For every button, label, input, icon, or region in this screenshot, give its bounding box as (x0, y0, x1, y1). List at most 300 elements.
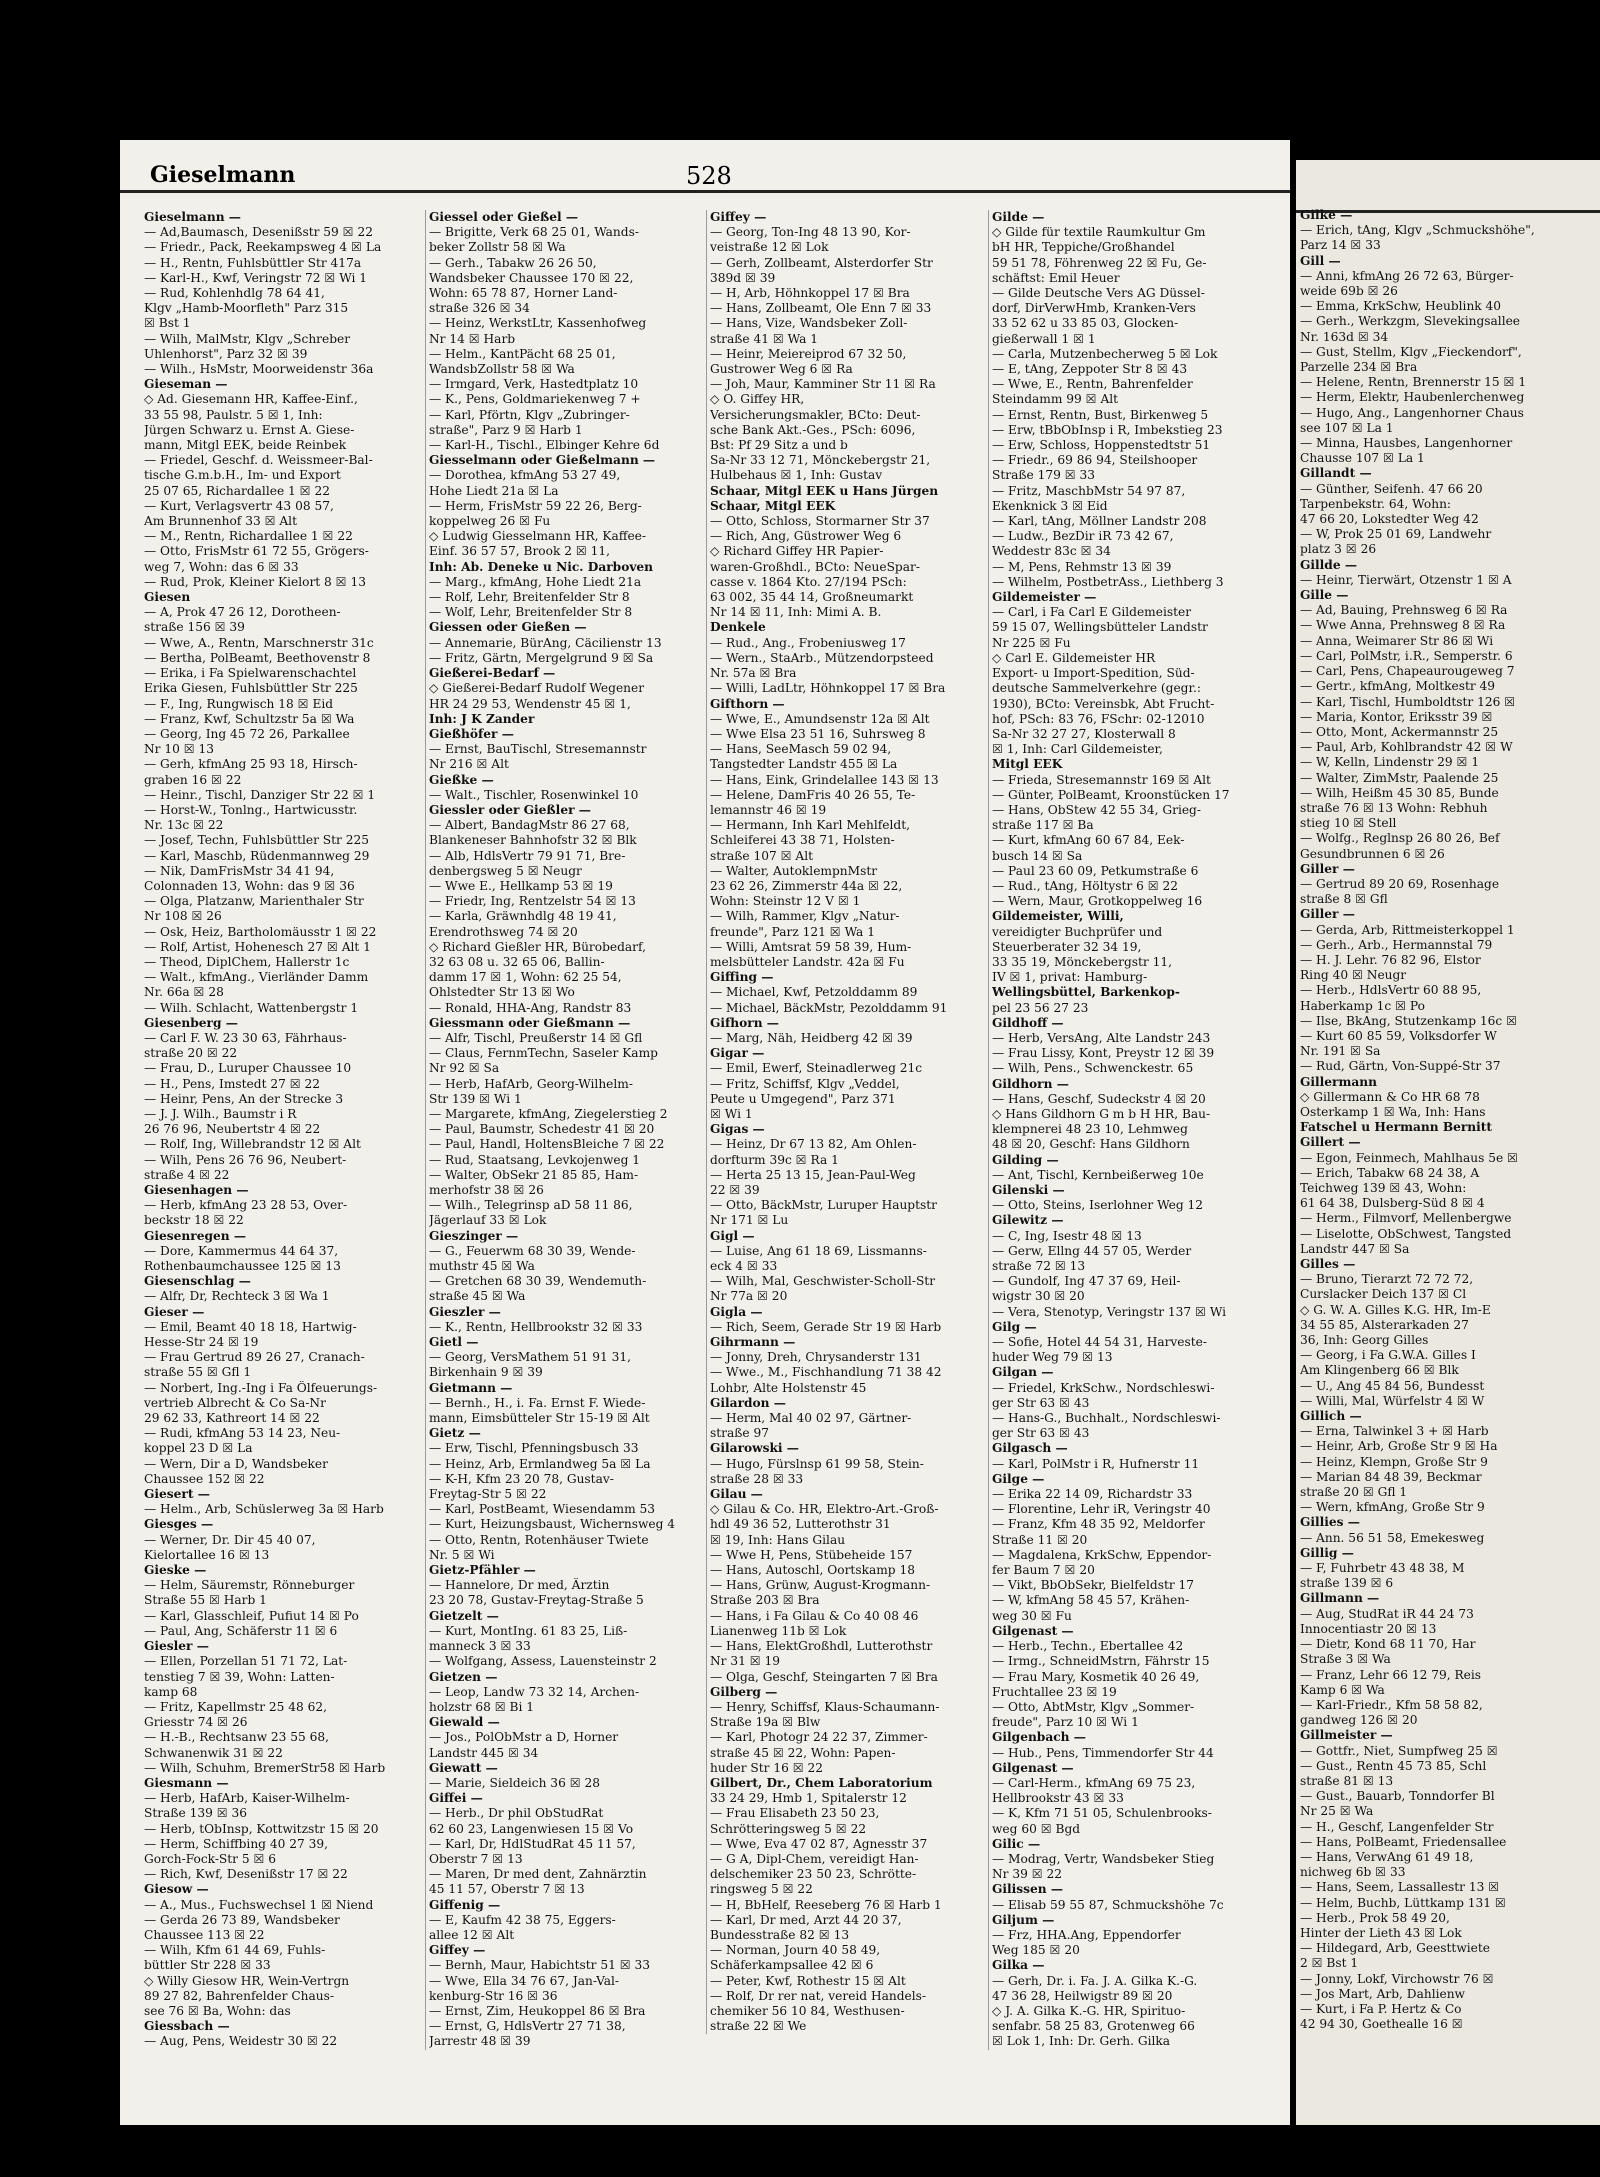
directory-entry-line: Gilbert, Dr., Chem Laboratorium (710, 1775, 933, 1790)
directory-entry-line: — Alb, HdlsVertr 79 91 71, Bre- (429, 848, 626, 863)
directory-entry-line: straße 326 ☒ 34 (429, 301, 530, 316)
directory-entry-line: — Erich, Tabakw 68 24 38, A (1300, 1165, 1480, 1180)
directory-entry-line: 23 62 26, Zimmerstr 44a ☒ 22, (710, 878, 903, 893)
directory-entry-line: — Helm., Arb, Schüslerweg 3a ☒ Harb (144, 1502, 384, 1517)
directory-entry-line: Oberstr 7 ☒ 13 (429, 1851, 523, 1866)
directory-entry-line: — Vera, Stenotyp, Veringstr 137 ☒ Wi (992, 1304, 1227, 1319)
directory-entry-line: — Hans, SeeMasch 59 02 94, (710, 742, 892, 757)
directory-entry-line: dorf, DirVerwHmb, Kranken-Vers (992, 301, 1196, 316)
directory-entry-line: straße 45 ☒ 22, Wohn: Papen- (710, 1745, 896, 1760)
directory-entry-line: Bundesstraße 82 ☒ 13 (710, 1927, 850, 1942)
directory-entry-line: — Michael, BäckMstr, Pezolddamm 91 (710, 1000, 948, 1015)
directory-entry-line: — Wilh., HsMstr, Moorweidenstr 36a (144, 362, 374, 377)
directory-entry-line: Parzelle 234 ☒ Bra (1300, 360, 1418, 375)
directory-entry-line: ◇ Gillermann & Co HR 68 78 (1300, 1089, 1480, 1104)
directory-entry-line: Gietz-Pfähler — (429, 1563, 536, 1578)
directory-entry-line: — A, Prok 47 26 12, Dorotheen- (144, 605, 341, 620)
directory-entry-line: — F, Fuhrbetr 43 48 38, M (1300, 1561, 1465, 1576)
directory-entry-line: — Herm., Filmvorf, Mellenbergwe (1300, 1211, 1512, 1226)
directory-entry-line: Gigla — (710, 1304, 763, 1319)
directory-entry-line: Giffey — (429, 1943, 486, 1958)
directory-entry-line: ger Str 63 ☒ 43 (992, 1426, 1090, 1441)
directory-entry-line: Giesenhagen — (144, 1183, 249, 1197)
directory-entry-line: Giffenig — (429, 1897, 501, 1912)
directory-entry-line: Nr. 66a ☒ 28 (144, 985, 224, 1000)
directory-entry-line: — Friedr., Pack, Reekampsweg 4 ☒ La (144, 240, 382, 255)
directory-entry-line: — Otto, Schloss, Stormarner Str 37 (710, 514, 930, 529)
directory-entry-line: — Dietr, Kond 68 11 70, Har (1300, 1637, 1476, 1652)
directory-entry-line: Gorch-Fock-Str 5 ☒ 6 (144, 1851, 277, 1866)
directory-entry-line: Birkenhain 9 ☒ 39 (429, 1365, 543, 1380)
directory-entry-line: — Karl-H., Kwf, Veringstr 72 ☒ Wi 1 (144, 270, 368, 285)
directory-entry-line: — A., Mus., Fuchswechsel 1 ☒ Niend (144, 1897, 374, 1912)
directory-entry-line: — Gerw, Ellng 44 57 05, Werder (992, 1243, 1192, 1258)
directory-entry-line: ringsweg 5 ☒ 22 (710, 1882, 813, 1897)
directory-entry-line: — Rich, Seem, Gerade Str 19 ☒ Harb (710, 1319, 942, 1334)
directory-entry-line: hof, PSch: 83 76, FSchr: 02-12010 (992, 711, 1205, 726)
directory-entry-line: ger Str 63 ☒ 43 (992, 1395, 1090, 1410)
directory-entry-line: — Hans, ObStew 42 55 34, Grieg- (992, 802, 1201, 817)
directory-entry-line: Weddestr 83c ☒ 34 (992, 544, 1111, 559)
directory-entry-line: weg 7, Wohn: das 6 ☒ 33 (144, 559, 299, 574)
directory-entry-line: — Wern, Dir a D, Wandsbeker (144, 1456, 328, 1471)
directory-entry-line: — Carl-Herm., kfmAng 69 75 23, (992, 1775, 1196, 1790)
directory-entry-line: — Ludw., BezDir iR 73 42 67, (992, 529, 1174, 544)
directory-entry-line: straße 8 ☒ Gfl (1300, 892, 1388, 907)
directory-entry-line: — H, BbHelf, Reeseberg 76 ☒ Harb 1 (710, 1897, 942, 1912)
directory-entry-line: — Herb, VersAng, Alte Landstr 243 (992, 1030, 1211, 1045)
directory-entry-line: — Rolf, Lehr, Breitenfelder Str 8 (429, 590, 630, 605)
directory-entry-line: Gilding — (992, 1152, 1059, 1167)
directory-entry-line: Nr 108 ☒ 26 (144, 909, 222, 924)
directory-entry-line: wigstr 30 ☒ 20 (992, 1289, 1085, 1304)
directory-entry-line: — Gilde Deutsche Vers AG Düssel- (992, 286, 1205, 301)
directory-entry-line: Erika Giesen, Fuhlsbüttler Str 225 (144, 681, 358, 696)
directory-entry-line: — Karl, Pförtn, Klgv „Zubringer- (429, 407, 630, 422)
directory-entry-line: Gietzen — (429, 1669, 498, 1684)
directory-entry-line: — Carl, i Fa Carl E Gildemeister (992, 605, 1192, 620)
directory-entry-line: Gillich — (1300, 1409, 1362, 1424)
directory-entry-line: Straße 179 ☒ 33 (992, 468, 1096, 483)
directory-entry-line: Gihrmann — (710, 1335, 796, 1350)
directory-entry-line: Gilic — (992, 1836, 1041, 1851)
directory-entry-line: — Sofie, Hotel 44 54 31, Harveste- (992, 1335, 1208, 1350)
directory-entry-line: Landstr 447 ☒ Sa (1300, 1241, 1410, 1256)
directory-entry-line: — Werner, Dr. Dir 45 40 07, (144, 1532, 316, 1547)
directory-entry-line: graben 16 ☒ 22 (144, 772, 242, 787)
directory-entry-line: merhofstr 38 ☒ 26 (429, 1183, 544, 1197)
directory-entry-line: — Frz, HHA.Ang, Eppendorfer (992, 1927, 1181, 1942)
directory-entry-line: — Gust, Stellm, Klgv „Fieckendorf", (1300, 344, 1522, 359)
directory-entry-line: Giessel oder Gießel — (429, 210, 579, 224)
directory-entry-line: Gilgenbach — (992, 1730, 1086, 1745)
directory-entry-line: — Paul, Handl, HoltensBleiche 7 ☒ 22 (429, 1137, 665, 1152)
directory-entry-line: Schrötteringsweg 5 ☒ 22 (710, 1821, 867, 1836)
directory-entry-line: casse v. 1864 Kto. 27/194 PSch: (710, 574, 907, 589)
directory-entry-line: Gillde — (1300, 557, 1358, 572)
directory-entry-line: — Minna, Hausbes, Langenhorner (1300, 436, 1513, 451)
directory-entry-line: ◇ Carl E. Gildemeister HR (992, 650, 1156, 665)
directory-entry-line: — H, Arb, Höhnkoppel 17 ☒ Bra (710, 286, 910, 301)
directory-entry-line: — Gerh, Dr. i. Fa. J. A. Gilka K.-G. (992, 1973, 1198, 1988)
directory-entry-line: — Gretchen 68 30 39, Wendemuth- (429, 1274, 647, 1289)
directory-entry-line: — Rud, Staatsang, Levkojenweg 1 (429, 1152, 641, 1167)
directory-entry-line: — Herb., HdlsVertr 60 88 95, (1300, 983, 1482, 998)
directory-entry-line: — Franz, Kwf, Schultzstr 5a ☒ Wa (144, 711, 355, 726)
directory-entry-line: Schaar, Mitgl EEK (710, 498, 836, 513)
directory-entry-line: — Hans, Seem, Lassallestr 13 ☒ (1300, 1880, 1500, 1895)
directory-entry-line: — Herm, Schiffbing 40 27 39, (144, 1836, 328, 1851)
directory-entry-line: — Ad, Bauing, Prehnsweg 6 ☒ Ra (1300, 603, 1508, 618)
directory-entry-line: — Magdalena, KrkSchw, Eppendor- (992, 1547, 1212, 1562)
directory-entry-line: 25 07 65, Richardallee 1 ☒ 22 (144, 483, 330, 498)
directory-entry-line: pel 23 56 27 23 (992, 1000, 1089, 1015)
directory-entry-line: — Karl, Dr, HdlStudRat 45 11 57, (429, 1836, 636, 1851)
directory-entry-line: 2 ☒ Bst 1 (1300, 1956, 1359, 1971)
directory-entry-line: Hinter der Lieth 43 ☒ Lok (1300, 1925, 1462, 1940)
directory-entry-line: Giesselmann oder Gießelmann — (429, 453, 656, 468)
directory-entry-line: — Gerh., Tabakw 26 26 50, (429, 255, 597, 270)
directory-entry-line: — Ernst, Rentn, Bust, Birkenweg 5 (992, 407, 1209, 422)
directory-entry-line: 33 52 62 u 33 85 03, Glocken- (992, 316, 1179, 331)
directory-entry-line: straße", Parz 9 ☒ Harb 1 (429, 422, 583, 437)
directory-entry-line: — Heinr, Tierwärt, Otzenstr 1 ☒ A (1300, 572, 1512, 587)
directory-entry-line: — Hans-G., Buchhalt., Nordschleswi- (992, 1411, 1221, 1426)
directory-entry-line: koppel 23 D ☒ La (144, 1441, 253, 1456)
directory-entry-line: — Rolf, Artist, Hohenesch 27 ☒ Alt 1 (144, 939, 371, 954)
directory-entry-line: Schäferkampsallee 42 ☒ 6 (710, 1958, 874, 1973)
directory-entry-line: — Otto, FrisMstr 61 72 55, Grögers- (144, 544, 369, 559)
directory-entry-line: Giesler — (144, 1639, 209, 1654)
directory-entry-line: — Anna, Weimarer Str 86 ☒ Wi (1300, 633, 1494, 648)
directory-entry-line: — Herb., Prok 58 49 20, (1300, 1910, 1450, 1925)
header-keyword: Gieselmann (150, 162, 296, 188)
directory-entry-line: — Gertr., kfmAng, Moltkestr 49 (1300, 679, 1496, 694)
directory-entry-line: Freytag-Str 5 ☒ 22 (429, 1487, 547, 1502)
directory-entry-line: — Ernst, BauTischl, Stresemannstr (429, 742, 647, 757)
directory-entry-line: tische G.m.b.H., Im- und Export (144, 468, 341, 483)
directory-entry-line: Export- u Import-Spedition, Süd- (992, 666, 1195, 681)
directory-entry-line: — Wilh, MalMstr, Klgv „Schreber (144, 331, 351, 346)
directory-entry-line: allee 12 ☒ Alt (429, 1927, 515, 1942)
directory-entry-line: ☒ 1, Inh: Carl Gildemeister, (992, 742, 1163, 757)
directory-entry-line: — Carl, Pens, Chapeaurougeweg 7 (1300, 664, 1515, 679)
directory-entry-line: — Wilh, Rammer, Klgv „Natur- (710, 909, 900, 924)
directory-entry-line: Straße 3 ☒ Wa (1300, 1652, 1391, 1667)
directory-entry-line: — Wilh. Schlacht, Wattenbergstr 1 (144, 1000, 359, 1015)
directory-entry-line: Tarpenbekstr. 64, Wohn: (1300, 496, 1452, 511)
directory-entry-line: ◇ G. W. A. Gilles K.G. HR, Im-E (1300, 1302, 1491, 1317)
directory-entry-line: — Fritz, MaschbMstr 54 97 87, (992, 483, 1186, 498)
page-number: 528 (686, 162, 732, 190)
directory-entry-line: — Ernst, G, HdlsVertr 27 71 38, (429, 2019, 626, 2034)
directory-entry-line: straße 97 (710, 1426, 769, 1441)
directory-entry-line: straße 107 ☒ Alt (710, 848, 814, 863)
directory-entry-line: — Heinz, WerkstLtr, Kassenhofweg (429, 316, 647, 331)
directory-entry-line: koppelweg 26 ☒ Fu (429, 514, 551, 529)
directory-entry-line: Gilles — (1300, 1257, 1356, 1272)
directory-entry-line: damm 17 ☒ 1, Wohn: 62 25 54, (429, 970, 622, 985)
directory-entry-line: straße 20 ☒ Gfl 1 (1300, 1485, 1408, 1500)
directory-entry-line: Einf. 36 57 57, Brook 2 ☒ 11, (429, 544, 611, 559)
page-header (120, 160, 1290, 193)
directory-entry-line: — Marie, Sieldeich 36 ☒ 28 (429, 1775, 600, 1790)
directory-entry-line: Hohe Liedt 21a ☒ La (429, 483, 559, 498)
directory-entry-line: ◇ Gilde für textile Raumkultur Gm (992, 225, 1206, 240)
directory-entry-line: Giewald — (429, 1715, 500, 1730)
directory-entry-line: Jarrestr 48 ☒ 39 (429, 2034, 531, 2049)
directory-entry-line: — Wilh, Schuhm, BremerStr58 ☒ Harb (144, 1760, 386, 1775)
directory-entry-line: — Gerda 26 73 89, Wandsbeker (144, 1912, 340, 1927)
directory-entry-line: 62 60 23, Langenwiesen 15 ☒ Vo (429, 1821, 634, 1836)
directory-entry-line: Giesert — (144, 1487, 210, 1502)
directory-entry-line: Klgv „Hamb-Moorfleth" Parz 315 (144, 301, 349, 316)
directory-entry-line: Gilge — (992, 1471, 1045, 1486)
directory-entry-line: — Karl, Dr med, Arzt 44 20 37, (710, 1912, 902, 1927)
directory-entry-line: Gillmann — (1300, 1591, 1380, 1606)
directory-entry-line: Nr 10 ☒ 13 (144, 742, 215, 757)
directory-entry-line: gießerwall 1 ☒ 1 (992, 331, 1096, 346)
directory-entry-line: Giesen (144, 590, 191, 605)
directory-entry-line: — Heinz, Dr 67 13 82, Am Ohlen- (710, 1137, 917, 1152)
directory-entry-line: — Paul, Baumstr, Schedestr 41 ☒ 20 (429, 1122, 655, 1137)
directory-entry-line: — F., Ing, Rungwisch 18 ☒ Eid (144, 696, 334, 711)
directory-entry-line: — Günther, Seifenh. 47 66 20 (1300, 481, 1483, 496)
directory-entry-line: Giffey — (710, 210, 767, 224)
directory-entry-line: 63 002, 35 44 14, Großneumarkt (710, 590, 914, 605)
directory-entry-line: — Franz, Kfm 48 35 92, Meldorfer (992, 1517, 1205, 1532)
directory-entry-line: — Rud, Prok, Kleiner Kielort 8 ☒ 13 (144, 574, 366, 589)
directory-entry-line: — Rudi, kfmAng 53 14 23, Neu- (144, 1426, 341, 1441)
directory-entry-line: — Irmgard, Verk, Hastedtplatz 10 (429, 377, 639, 392)
directory-entry-line: beker Zollstr 58 ☒ Wa (429, 240, 566, 255)
directory-entry-line: — Herm, FrisMstr 59 22 26, Berg- (429, 498, 642, 513)
directory-entry-line: — Frau Lissy, Kont, Preystr 12 ☒ 39 (992, 1046, 1215, 1061)
directory-entry-line: Griesstr 74 ☒ 26 (144, 1715, 248, 1730)
directory-entry-line: — Gertrud 89 20 69, Rosenhage (1300, 876, 1500, 891)
directory-entry-line: 23 20 78, Gustav-Freytag-Straße 5 (429, 1593, 644, 1608)
directory-entry-line: Gilgan — (992, 1365, 1054, 1380)
directory-entry-line: Blankeneser Bahnhofstr 32 ☒ Blk (429, 833, 637, 848)
directory-entry-line: — Fritz, Gärtn, Mergelgrund 9 ☒ Sa (429, 650, 654, 665)
directory-entry-line: 36, Inh: Georg Gilles (1300, 1333, 1429, 1348)
directory-entry-line: — Hans, Eink, Grindelallee 143 ☒ 13 (710, 772, 939, 787)
directory-entry-line: delschemiker 23 50 23, Schrötte- (710, 1867, 917, 1882)
directory-entry-line: Giesmann — (144, 1775, 229, 1790)
directory-entry-line: Giffei — (429, 1791, 483, 1806)
directory-entry-line: 26 76 96, Neubertstr 4 ☒ 22 (144, 1122, 321, 1137)
directory-entry-line: — Karl, Glasschleif, Pufiut 14 ☒ Po (144, 1608, 359, 1623)
directory-entry-line: — Herb, kfmAng 23 28 53, Over- (144, 1198, 348, 1213)
directory-entry-line: Schleiferei 43 38 71, Holsten- (710, 833, 895, 848)
directory-entry-line: straße 55 ☒ Gfl 1 (144, 1365, 252, 1380)
directory-entry-line: — Hans, VerwAng 61 49 18, (1300, 1849, 1474, 1864)
directory-entry-line: Giller — (1300, 861, 1355, 876)
directory-entry-line: — Karl, tAng, Möllner Landstr 208 (992, 514, 1207, 529)
directory-entry-line: — Karl, PolMstr i R, Hufnerstr 11 (992, 1456, 1200, 1471)
directory-entry-line: Nr. 57a ☒ Bra (710, 666, 797, 681)
column-4 (988, 210, 1260, 2050)
directory-entry-line: — G., Feuerwm 68 30 39, Wende- (429, 1243, 636, 1258)
directory-entry-line: Gietzelt — (429, 1608, 499, 1623)
directory-entry-line: Gilke — (1300, 208, 1353, 222)
directory-entry-line: Chaussee 113 ☒ 22 (144, 1927, 265, 1942)
directory-entry-line: Bst: Pf 29 Sitz a und b (710, 438, 848, 453)
directory-entry-line: Sa-Nr 32 27 27, Klosterwall 8 (992, 726, 1176, 741)
directory-entry-line: 33 55 98, Paulstr. 5 ☒ 1, Inh: (144, 407, 323, 422)
directory-entry-line: Straße 139 ☒ 36 (144, 1806, 248, 1821)
directory-entry-line: — Jonny, Lokf, Virchowstr 76 ☒ (1300, 1971, 1494, 1986)
directory-entry-line: — Gust., Bauarb, Tonndorfer Bl (1300, 1789, 1495, 1804)
directory-entry-line: Giessen oder Gießen — (429, 620, 587, 635)
directory-entry-line: straße 81 ☒ 13 (1300, 1773, 1394, 1788)
directory-entry-line: 22 ☒ 39 (710, 1183, 760, 1197)
directory-entry-line: Giewatt — (429, 1760, 498, 1775)
directory-entry-line: — Hannelore, Dr med, Ärztin (429, 1578, 610, 1593)
directory-entry-line: Nr 77a ☒ 20 (710, 1289, 788, 1304)
directory-entry-line: nichweg 6b ☒ 33 (1300, 1865, 1406, 1880)
directory-entry-line: — Herm, Mal 40 02 97, Gärtner- (710, 1411, 912, 1426)
directory-entry-line: ◇ Gießerei-Bedarf Rudolf Wegener (429, 681, 645, 696)
directory-entry-line: Gilenski — (992, 1183, 1065, 1197)
directory-entry-line: — Herta 25 13 15, Jean-Paul-Weg (710, 1167, 916, 1182)
directory-entry-line: Giessmann oder Gießmann — (429, 1015, 631, 1030)
directory-entry-line: straße 45 ☒ Wa (429, 1289, 526, 1304)
directory-entry-line: — Günter, PolBeamt, Kroonstücken 17 (992, 787, 1230, 802)
directory-entry-line: — K., Pens, Goldmariekenweg 7 + (429, 392, 641, 407)
directory-entry-line: — Josef, Techn, Fuhlsbüttler Str 225 (144, 833, 370, 848)
directory-entry-line: — Olga, Platzanw, Marienthaler Str (144, 894, 364, 909)
directory-entry-line: — K-H, Kfm 23 20 78, Gustav- (429, 1471, 614, 1486)
directory-entry-line: — Erw, Tischl, Pfenningsbusch 33 (429, 1441, 639, 1456)
directory-entry-line: — Gottfr., Niet, Sumpfweg 25 ☒ (1300, 1743, 1498, 1758)
directory-entry-line: ◇ Gilau & Co. HR, Elektro-Art.-Groß- (710, 1502, 939, 1517)
directory-entry-line: ◇ Ad. Giesemann HR, Kaffee-Einf., (144, 392, 358, 407)
directory-entry-line: straße 22 ☒ We (710, 2019, 807, 2034)
directory-entry-line: Gietmann — (429, 1380, 513, 1395)
directory-entry-line: 1930), BCto: Vereinsbk, Abt Frucht- (992, 696, 1215, 711)
directory-entry-line: Gustrower Weg 6 ☒ Ra (710, 362, 853, 377)
directory-entry-line: — W, Prok 25 01 69, Landwehr (1300, 527, 1492, 542)
directory-entry-line: Gildhoff — (992, 1015, 1064, 1030)
directory-entry-line: — Leop, Landw 73 32 14, Archen- (429, 1684, 640, 1699)
next-page-edge (1296, 160, 1600, 2125)
directory-entry-line: — Wilh, Mal, Geschwister-Scholl-Str (710, 1274, 936, 1289)
directory-entry-line: — Hans, Geschf, Sudeckstr 4 ☒ 20 (992, 1091, 1206, 1106)
directory-entry-line: ◇ Hans Gildhorn G m b H HR, Bau- (992, 1106, 1211, 1121)
directory-entry-line: — Karl-H., Tischl., Elbinger Kehre 6d (429, 438, 660, 453)
directory-entry-line: Gesundbrunnen 6 ☒ 26 (1300, 846, 1445, 861)
directory-entry-line: Nr. 191 ☒ Sa (1300, 1044, 1381, 1059)
directory-entry-line: Ring 40 ☒ Neugr (1300, 968, 1407, 983)
directory-entry-line: 89 27 82, Bahrenfelder Chaus- (144, 1988, 334, 2003)
directory-entry-line: — Olga, Geschf, Steingarten 7 ☒ Bra (710, 1669, 938, 1684)
directory-entry-line: weg 30 ☒ Fu (992, 1608, 1072, 1623)
directory-entry-line: — Heinr, Pens, An der Strecke 3 (144, 1091, 344, 1106)
directory-entry-line: Sa-Nr 33 12 71, Mönckebergstr 21, (710, 453, 931, 468)
directory-entry-line: — Emil, Beamt 40 18 18, Hartwig- (144, 1319, 357, 1334)
directory-entry-line: — Erna, Talwinkel 3 + ☒ Harb (1300, 1424, 1489, 1439)
directory-entry-line: kenburg-Str 16 ☒ 36 (429, 1988, 558, 2003)
directory-entry-line: — Frau Gertrud 89 26 27, Cranach- (144, 1350, 365, 1365)
directory-entry-line: — H., Pens, Imstedt 27 ☒ 22 (144, 1076, 321, 1091)
directory-entry-line: Innocentiastr 20 ☒ 13 (1300, 1621, 1437, 1636)
directory-entry-line: denbergsweg 5 ☒ Neugr (429, 863, 582, 878)
directory-entry-line: — Rud., Ang., Frobeniusweg 17 (710, 635, 906, 650)
directory-entry-line: — Otto, Mont, Ackermannstr 25 (1300, 724, 1499, 739)
directory-entry-line: Gieseman — (144, 377, 228, 392)
directory-entry-line: Gilissen — (992, 1882, 1064, 1897)
directory-entry-line: mann, Mitgl EEK, beide Reinbek (144, 438, 347, 453)
directory-entry-line: — Aug, Pens, Weidestr 30 ☒ 22 (144, 2034, 338, 2049)
directory-entry-line: — Margarete, kfmAng, Ziegelerstieg 2 (429, 1106, 668, 1121)
directory-entry-line: 33 24 29, Hmb 1, Spitalerstr 12 (710, 1791, 907, 1806)
directory-entry-line: Denkele (710, 620, 766, 635)
directory-entry-line: — Wwe, A., Rentn, Marschnerstr 31c (144, 635, 374, 650)
directory-entry-line: — Hans, Autoschl, Oortskamp 18 (710, 1563, 915, 1578)
directory-entry-line: Nr 31 ☒ 19 (710, 1654, 781, 1669)
directory-entry-line: vereidigter Buchprüfer und (992, 924, 1163, 939)
directory-entry-line: — Claus, FernmTechn, Saseler Kamp (429, 1046, 658, 1061)
directory-entry-line: busch 14 ☒ Sa (992, 848, 1083, 863)
directory-entry-line: — Paul 23 60 09, Petkumstraße 6 (992, 863, 1199, 878)
directory-entry-line: — Ellen, Porzellan 51 71 72, Lat- (144, 1654, 348, 1669)
directory-entry-line: platz 3 ☒ 26 (1300, 542, 1377, 557)
directory-entry-line: — U., Ang 45 84 56, Bundesst (1300, 1378, 1485, 1393)
directory-entry-line: — Norbert, Ing.-Ing i Fa Ölfeuerungs- (144, 1380, 378, 1395)
directory-entry-line: — Wilh., Telegrinsp aD 58 11 86, (429, 1198, 633, 1213)
directory-entry-line: — Hans, ElektGroßhdl, Lutterothstr (710, 1639, 933, 1654)
directory-entry-line: — Herm, Elektr, Haubenlerchenweg (1300, 390, 1525, 405)
directory-entry-line: Gillmeister — (1300, 1728, 1393, 1743)
directory-entry-line: — Peter, Kwf, Rothestr 15 ☒ Alt (710, 1973, 906, 1988)
directory-entry-line: — Herb, HafArb, Kaiser-Wilhelm- (144, 1791, 350, 1806)
directory-entry-line: Gilgenast — (992, 1760, 1074, 1775)
directory-entry-line: 29 62 33, Kathreort 14 ☒ 22 (144, 1411, 320, 1426)
directory-entry-line: — Modrag, Vertr, Wandsbeker Stieg (992, 1851, 1215, 1866)
directory-entry-line: — Emil, Ewerf, Steinadlerweg 21c (710, 1061, 923, 1076)
directory-entry-line: — J. J. Wilh., Baumstr i R (144, 1106, 297, 1121)
directory-entry-line: Steindamm 99 ☒ Alt (992, 392, 1119, 407)
directory-entry-line: — Karl, PostBeamt, Wiesendamm 53 (429, 1502, 656, 1517)
directory-entry-line: — Emma, KrkSchw, Heublink 40 (1300, 299, 1502, 314)
directory-entry-line: — Walter, ObSekr 21 85 85, Ham- (429, 1167, 639, 1182)
directory-entry-line: weg 60 ☒ Bgd (992, 1821, 1081, 1836)
directory-entry-line: — Karl-Friedr., Kfm 58 58 82, (1300, 1697, 1483, 1712)
directory-entry-line: Giljum — (992, 1912, 1055, 1927)
directory-entry-line: — Rolf, Dr rer nat, vereid Handels- (710, 1988, 927, 2003)
directory-entry-line: — Dore, Kammermus 44 64 37, (144, 1243, 339, 1258)
directory-entry-line: — Alfr, Dr, Rechteck 3 ☒ Wa 1 (144, 1289, 330, 1304)
directory-entry-line: — Ann. 56 51 58, Emekesweg (1300, 1530, 1485, 1545)
directory-entry-line: Nr 225 ☒ Fu (992, 635, 1071, 650)
directory-entry-line: — Wilhelm, PostbetrAss., Liethberg 3 (992, 574, 1224, 589)
directory-entry-line: ☒ 19, Inh: Hans Gilau (710, 1532, 846, 1547)
directory-entry-line: — Frieda, Stresemannstr 169 ☒ Alt (992, 772, 1211, 787)
directory-entry-line: — Willi, Amtsrat 59 58 39, Hum- (710, 939, 912, 954)
directory-entry-line: Gieszler — (429, 1304, 501, 1319)
directory-entry-line: — M., Rentn, Richardallee 1 ☒ 22 (144, 529, 353, 544)
directory-entry-line: — Hans, PolBeamt, Friedensallee (1300, 1834, 1507, 1849)
directory-entry-line: straße 156 ☒ 39 (144, 620, 245, 635)
directory-entry-line: deutsche Sammelverkehre (gegr.: (992, 681, 1201, 696)
directory-entry-line: Gilgenast — (992, 1623, 1074, 1638)
directory-entry-line: Straße 11 ☒ 20 (992, 1532, 1088, 1547)
directory-entry-line: — Otto, AbtMstr, Klgv „Sommer- (992, 1699, 1195, 1714)
directory-entry-line: 389d ☒ 39 (710, 270, 776, 285)
column-3 (706, 210, 978, 2034)
directory-entry-line: — Wern, kfmAng, Große Str 9 (1300, 1500, 1485, 1515)
